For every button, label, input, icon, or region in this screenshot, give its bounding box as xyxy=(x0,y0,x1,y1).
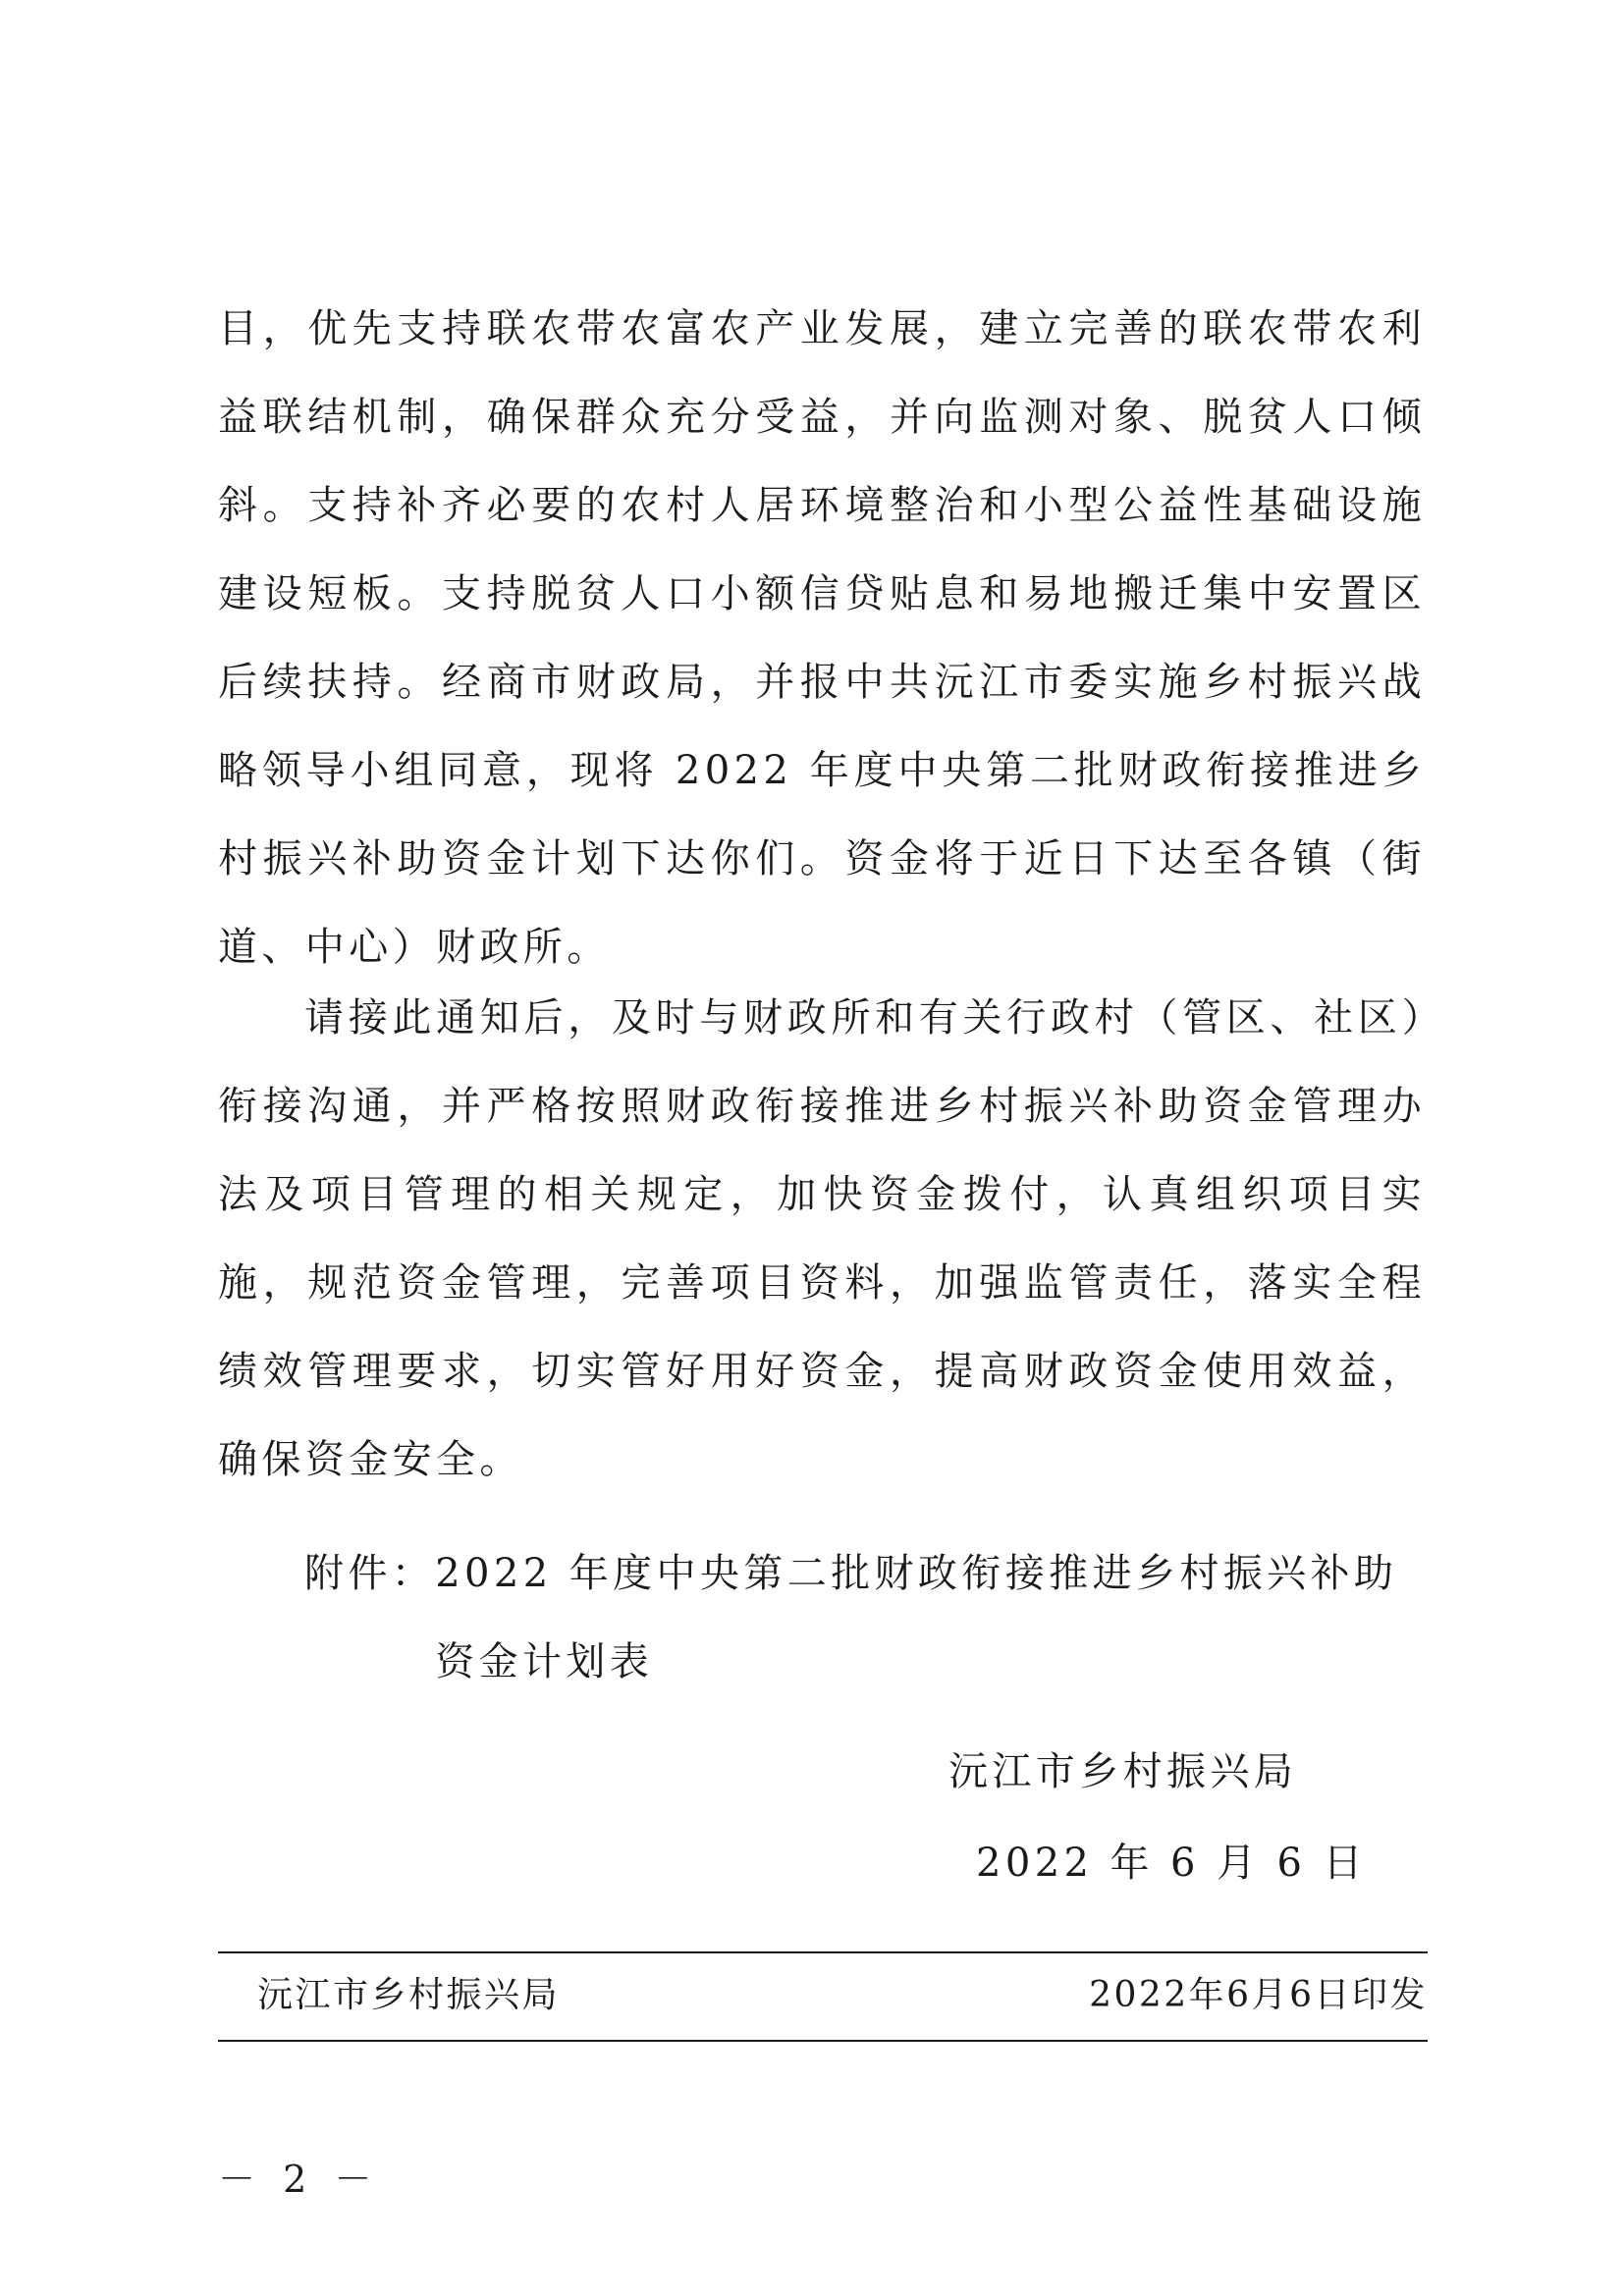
footer-top-rule xyxy=(218,1951,1428,1953)
footer-issue-date: 2022年6月6日印发 xyxy=(1089,1975,1428,2015)
body-paragraph-1: 目，优先支持联农带农富农产业发展，建立完善的联农带农利益联结机制，确保群众充分受益，并向监测对象、脱贫人口倾斜。支持补齐必要的农村人居环境整治和小型公益性基础设施建设短板。支持脱贫人口小额信贷贴息和易地搬迁集中安置区后续扶持。经商市财政局，并报中共沅江市委实施乡村振兴战略领导小组同意，现将 2022 年度中央第二批财政衔接推进乡村振兴补助资金计划下达你们。资金将于近日下达至各镇（街道、中心）财政所。 xyxy=(218,306,1426,970)
footer-issuing-organization: 沅江市乡村振兴局 xyxy=(257,1975,561,2015)
page-number: － 2 － xyxy=(218,2158,380,2201)
footer-bottom-rule xyxy=(218,2040,1428,2042)
attachment-note xyxy=(304,1529,1426,1706)
attachment-label: 附件： xyxy=(304,1551,436,1596)
attachment-title: 2022 年度中央第二批财政衔接推进乡村振兴补助资金计划表 xyxy=(435,1551,1398,1684)
signature-date: 2022 年 6 月 6 日 xyxy=(976,1841,1367,1886)
body-paragraph-2: 请接此通知后，及时与财政所和有关行政村（管区、社区）衔接沟通，并严格按照财政衔接推进乡村振兴补助资金管理办法及项目管理的相关规定，加快资金拨付，认真组织项目实施，规范资金管理，完善项目资料，加强监管责任，落实全程绩效管理要求，切实管好用好资金，提高财政资金使用效益，确保资金安全。 xyxy=(218,995,1426,1482)
signature-organization: 沅江市乡村振兴局 xyxy=(948,1749,1298,1794)
